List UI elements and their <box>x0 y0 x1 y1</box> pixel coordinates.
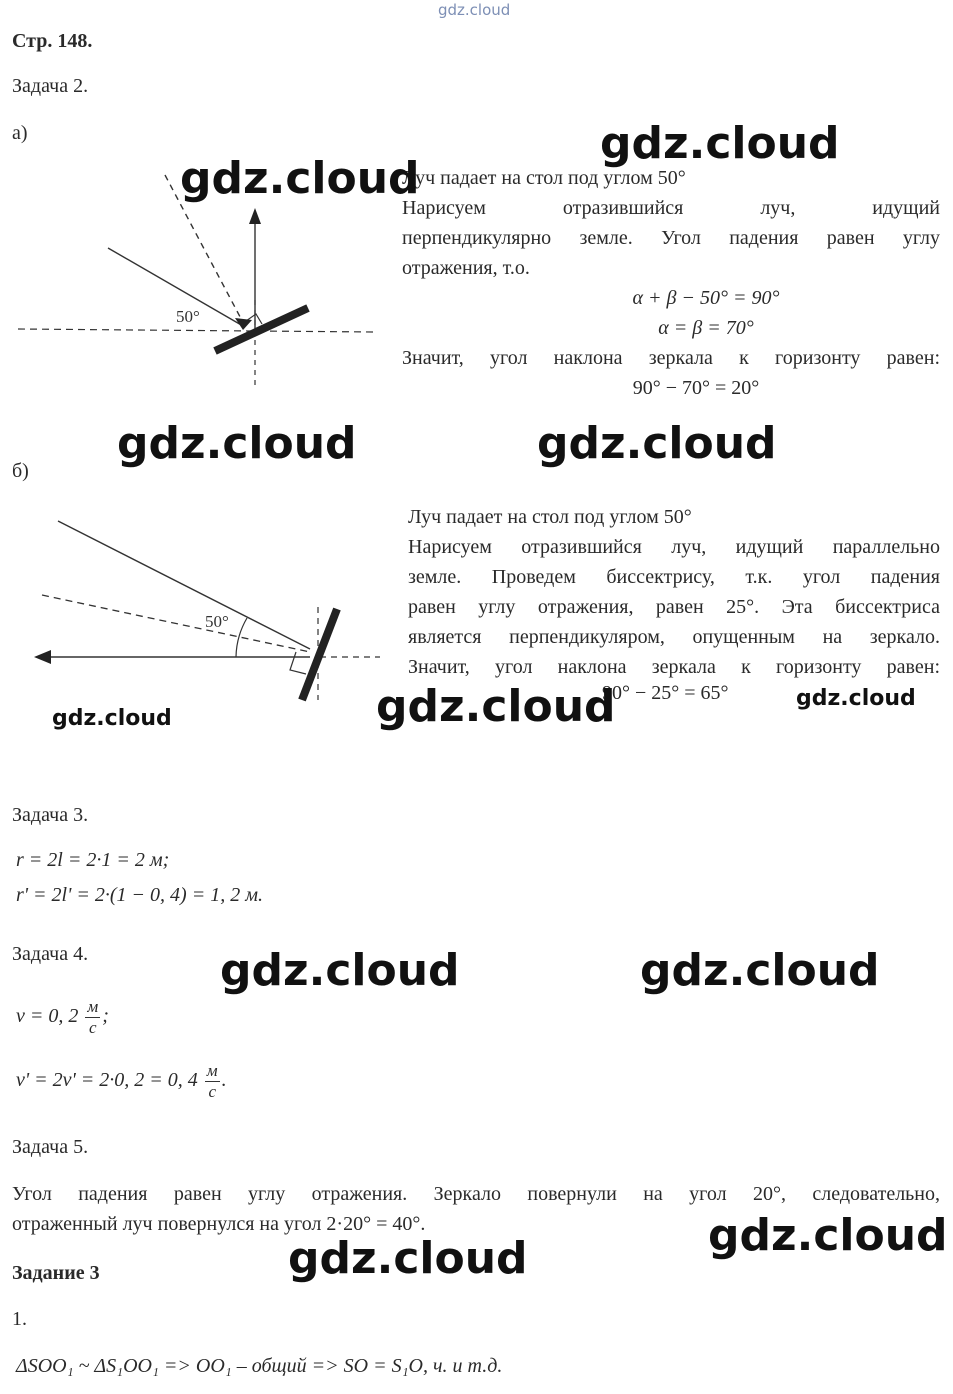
watermark: gdz.cloud <box>376 681 616 732</box>
task3-title: Задача 3. <box>12 804 89 826</box>
task2a-eq1: α + β − 50° = 90° <box>632 287 780 309</box>
task4-line1-expr: v = 0, 2 <box>16 1005 79 1028</box>
page-header: Стр. 148. <box>12 30 93 52</box>
task2a-label: а) <box>12 122 28 144</box>
watermark: gdz.cloud <box>796 686 916 711</box>
task2a-text <box>402 163 940 403</box>
task4-line2: v' = 2v' = 2·0, 2 = 0, 4 $\frac{м}{с}$ . <box>16 1061 227 1101</box>
task2b-result: 90° − 25° = 65° <box>602 682 729 704</box>
watermark: gdz.cloud <box>640 945 880 996</box>
task2b-line5: является перпендикуляром, опущенным на зеркало. <box>408 626 940 648</box>
assignment3-title: Задание 3 <box>12 1262 100 1284</box>
task4-title: Задача 4. <box>12 943 89 965</box>
task5-line1: Угол падения равен углу отражения. Зеркало повернули на угол 20°, следовательно, <box>12 1183 940 1205</box>
task2b-line1: Луч падает на стол под углом 50° <box>408 506 692 528</box>
task3-line1: r = 2l = 2·1 = 2 м; <box>16 849 170 871</box>
task2a-line4: отражения, т.о. <box>402 257 530 279</box>
top-watermark: gdz.cloud <box>438 1 511 19</box>
task4-line2-expr: v' = 2v' = 2·0, 2 = 0, 4 <box>16 1069 198 1092</box>
arrowhead-a-reflected <box>249 208 261 224</box>
right-angle-mark-b <box>290 652 306 674</box>
mirror-b <box>302 609 337 700</box>
task2b-line3: земле. Проведем биссектрису, т.к. угол падения <box>408 566 940 588</box>
task2b-text <box>408 502 940 682</box>
horizontal-dashed-line <box>18 329 375 332</box>
arrowhead-a-incident <box>235 318 252 330</box>
incident-ray-b <box>58 521 310 649</box>
mirror-a <box>215 308 308 351</box>
watermark: gdz.cloud <box>180 153 420 204</box>
task2a-line1: Луч падает на стол под углом 50° <box>402 167 686 189</box>
bisector-dashed-line <box>42 595 310 652</box>
task2a-result: 90° − 70° = 20° <box>632 377 760 399</box>
task5-line2: отраженный луч повернулся на угол 2·20° = 40°. <box>12 1213 426 1235</box>
angle-label-b: 50° <box>205 612 229 631</box>
watermark: gdz.cloud <box>52 706 172 731</box>
watermark: gdz.cloud <box>537 418 777 469</box>
angle-label-a: 50° <box>176 307 200 326</box>
task2b-label: б) <box>12 460 29 482</box>
task4-unit-fraction-2: $\frac{м}{с}$ <box>206 1061 218 1101</box>
watermark: gdz.cloud <box>117 418 357 469</box>
watermark: gdz.cloud <box>288 1233 528 1284</box>
watermark: gdz.cloud <box>600 118 840 169</box>
arrowhead-b-reflected <box>34 650 51 664</box>
watermark: gdz.cloud <box>220 945 460 996</box>
task2a-line3: перпендикулярно земле. Угол падения равен углу <box>402 227 940 249</box>
diagram-b <box>0 505 395 715</box>
watermark: gdz.cloud <box>708 1210 948 1261</box>
angle-arc-b <box>236 618 247 657</box>
task5-title: Задача 5. <box>12 1136 89 1158</box>
task3-line2: r' = 2l' = 2·(1 − 0, 4) = 1, 2 м. <box>16 884 263 906</box>
task2b-line6: Значит, угол наклона зеркала к горизонту равен: <box>408 656 940 678</box>
task2b-line2: Нарисуем отразившийся луч, идущий параллельно <box>408 536 940 558</box>
task2a-conclusion: Значит, угол наклона зеркала к горизонту равен: <box>402 347 940 369</box>
assignment3-item: 1. <box>12 1308 27 1330</box>
task2a-eq2: α = β = 70° <box>658 317 754 339</box>
task2b-line4: равен углу отражения, равен 25°. Эта биссектриса <box>408 596 940 618</box>
task2a-line2: Нарисуем отразившийся луч, идущий <box>402 197 940 219</box>
task2-title: Задача 2. <box>12 75 89 97</box>
assignment3-line: ΔSOO₁ ~ ΔS₁OO₁ => OO₁ – общий => SO = S₁O, ч. и т.д. <box>16 1355 503 1377</box>
task4-unit-fraction-1: $\frac{м}{с}$ <box>87 997 99 1037</box>
task4-line1: v = 0, 2 $\frac{м}{с}$ ; <box>16 997 109 1037</box>
